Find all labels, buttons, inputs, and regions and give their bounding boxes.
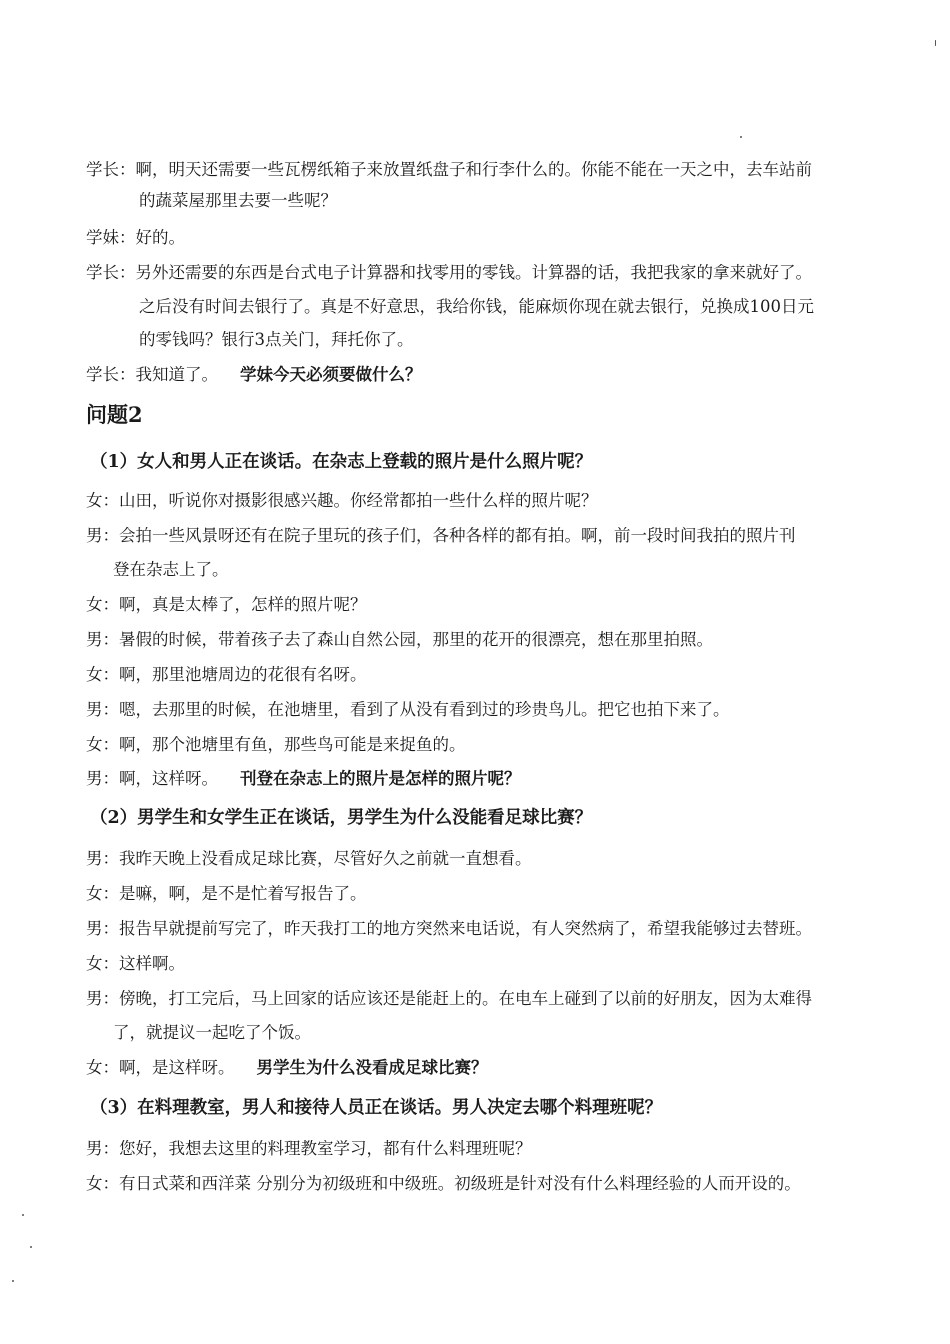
dialogue-line xyxy=(86,490,876,512)
dialogue-line xyxy=(86,1138,876,1160)
question-title: （3）在料理教室，男人和接待人员正在谈话。男人决定去哪个料理班呢？ xyxy=(90,1098,663,1118)
dialogue-text: 有日式菜和西洋菜 分别分为初级班和中级班。初级班是针对没有什么料理经验的人而开设的。 xyxy=(119,1174,801,1193)
speaker-label: 男： xyxy=(86,769,119,788)
dialogue-line xyxy=(86,227,876,249)
dialogue-text: 我知道了。 xyxy=(135,365,218,384)
dialogue-text: 另外还需要的东西是台式电子计算器和找零用的零钱。计算器的话，我把我家的拿来就好了。 xyxy=(135,263,812,282)
dialogue-line xyxy=(86,988,876,1010)
dialogue-text: 报告早就提前写完了，昨天我打工的地方突然来电话说，有人突然病了，希望我能够过去替班。 xyxy=(119,919,812,938)
speaker-label: 学妹： xyxy=(86,228,136,247)
dialogue-line xyxy=(86,734,876,756)
dialogue-text: 暑假的时候，带着孩子去了森山自然公园，那里的花开的很漂亮，想在那里拍照。 xyxy=(119,630,713,649)
speaker-label: 女： xyxy=(86,595,119,614)
dialogue-text: 啊，这样呀。 xyxy=(119,769,218,788)
dialogue-text: 我昨天晚上没看成足球比赛，尽管好久之前就一直想看。 xyxy=(119,849,532,868)
question-text: 男学生为什么没看成足球比赛？ xyxy=(256,1058,488,1077)
dialogue-text: 会拍一些风景呀还有在院子里玩的孩子们，各种各样的都有拍。啊，前一段时间我拍的照片刊 xyxy=(119,526,796,545)
speaker-label: 女： xyxy=(86,735,119,754)
dialogue-continuation: 的零钱吗？银行3点关门，拜托你了。 xyxy=(139,330,414,349)
dialogue-text: 啊，那个池塘里有鱼，那些鸟可能是来捉鱼的。 xyxy=(119,735,466,754)
dialogue-continuation: 的蔬菜屋那里去要一些呢？ xyxy=(139,191,337,210)
speaker-label: 女： xyxy=(86,1058,119,1077)
speaker-label: 学长： xyxy=(86,365,136,384)
dialogue-text: 山田，听说你对摄影很感兴趣。你经常都拍一些什么样的照片呢？ xyxy=(119,491,598,510)
speaker-label: 男： xyxy=(86,700,119,719)
dialogue-line xyxy=(86,262,876,284)
speaker-label: 男： xyxy=(86,1139,119,1158)
dialogue-line xyxy=(86,768,876,790)
speaker-label: 女： xyxy=(86,665,119,684)
scan-speck xyxy=(22,1214,24,1216)
dialogue-line xyxy=(86,883,876,905)
dialogue-line xyxy=(86,918,876,940)
dialogue-line xyxy=(86,364,876,386)
question-title: （2）男学生和女学生正在谈话，男学生为什么没能看足球比赛？ xyxy=(90,808,593,828)
dialogue-line xyxy=(86,953,876,975)
dialogue-line xyxy=(86,594,876,616)
dialogue-continuation: 登在杂志上了。 xyxy=(113,560,229,579)
scan-speck xyxy=(935,40,936,46)
dialogue-text: 这样啊。 xyxy=(119,954,185,973)
speaker-label: 男： xyxy=(86,989,119,1008)
speaker-label: 女： xyxy=(86,491,119,510)
dialogue-continuation: 之后没有时间去银行了。真是不好意思，我给你钱，能麻烦你现在就去银行，兑换成100日元 xyxy=(139,297,814,316)
scan-speck xyxy=(12,1280,14,1282)
dialogue-text: 啊，那里池塘周边的花很有名呀。 xyxy=(119,665,367,684)
speaker-label: 女： xyxy=(86,884,119,903)
dialogue-text: 啊，明天还需要一些瓦楞纸箱子来放置纸盘子和行李什么的。你能不能在一天之中，去车站前 xyxy=(135,160,812,179)
dialogue-text: 嗯，去那里的时候，在池塘里，看到了从没有看到过的珍贵鸟儿。把它也拍下来了。 xyxy=(119,700,730,719)
speaker-label: 男： xyxy=(86,919,119,938)
dialogue-line xyxy=(86,664,876,686)
speaker-label: 男： xyxy=(86,526,119,545)
dialogue-line xyxy=(86,1057,876,1079)
dialogue-text: 是嘛，啊，是不是忙着写报告了。 xyxy=(119,884,367,903)
speaker-label: 学长： xyxy=(86,160,136,179)
dialogue-line xyxy=(86,525,876,547)
scan-speck xyxy=(30,1246,32,1248)
scan-speck xyxy=(740,136,742,138)
speaker-label: 男： xyxy=(86,630,119,649)
dialogue-line xyxy=(86,1173,876,1195)
section-heading: 问题2 xyxy=(86,402,143,427)
dialogue-text: 啊，是这样呀。 xyxy=(119,1058,235,1077)
speaker-label: 女： xyxy=(86,1174,119,1193)
speaker-label: 学长： xyxy=(86,263,136,282)
dialogue-line xyxy=(86,159,876,181)
dialogue-text: 傍晚，打工完后，马上回家的话应该还是能赶上的。在电车上碰到了以前的好朋友，因为太难得 xyxy=(119,989,812,1008)
speaker-label: 女： xyxy=(86,954,119,973)
question-text: 学妹今天必须要做什么？ xyxy=(240,365,422,384)
speaker-label: 男： xyxy=(86,849,119,868)
dialogue-line xyxy=(86,629,876,651)
dialogue-text: 好的。 xyxy=(135,228,185,247)
dialogue-line xyxy=(86,848,876,870)
question-title: （1）女人和男人正在谈话。在杂志上登载的照片是什么照片呢？ xyxy=(90,452,593,472)
dialogue-line xyxy=(86,699,876,721)
dialogue-text: 您好，我想去这里的料理教室学习，都有什么料理班呢？ xyxy=(119,1139,532,1158)
dialogue-continuation: 了，就提议一起吃了个饭。 xyxy=(113,1023,311,1042)
question-text: 刊登在杂志上的照片是怎样的照片呢？ xyxy=(240,769,521,788)
dialogue-text: 啊，真是太棒了，怎样的照片呢？ xyxy=(119,595,367,614)
